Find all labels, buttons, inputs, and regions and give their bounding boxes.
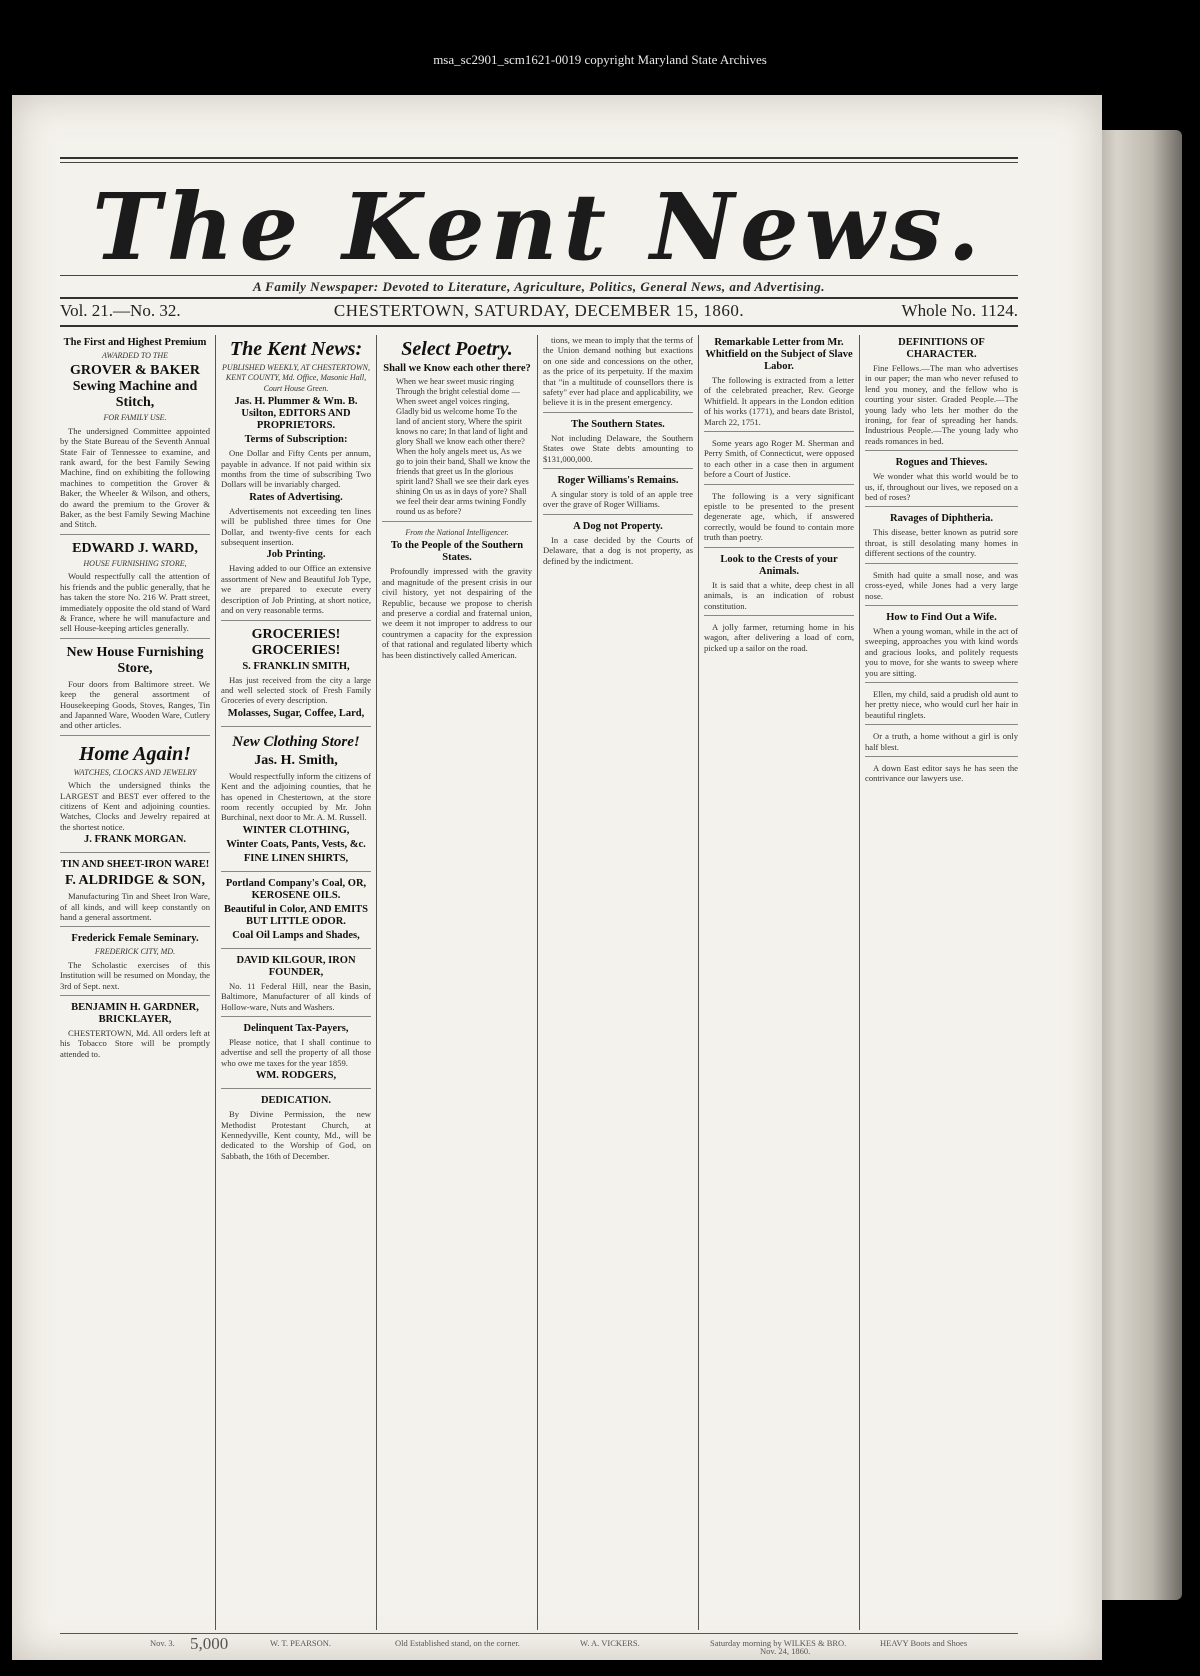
rogues-item xyxy=(865,457,1018,507)
rates-body: Advertisements not exceeding ten lines will be published three times for One Dollar, and twenty-five cents for each subsequent insertion. xyxy=(221,505,371,548)
address-article xyxy=(382,528,532,664)
ad-name: F. ALDRIDGE & SON, xyxy=(65,873,205,889)
ad-title: New Clothing Store! xyxy=(232,733,360,750)
ad-subheading: FREDERICK CITY, MD. xyxy=(94,947,176,957)
tagline: A Family Newspaper: Devoted to Literature, Agriculture, Politics, General News, and Advertising. xyxy=(252,279,826,294)
item-body: When a young woman, while in the act of sweeping, approaches you with kind words and gracious looks, and politely requests you to move, for she wants to sweep where you are sitting. xyxy=(865,625,1018,678)
ad-title: DAVID KILGOUR, IRON FOUNDER, xyxy=(236,954,356,978)
ad-line: Winter Coats, Pants, Vests, &c. xyxy=(226,838,366,850)
ad-title: TIN AND SHEET-IRON WARE! xyxy=(60,859,210,871)
tinware-ad xyxy=(60,859,210,927)
article-body: Profoundly impressed with the gravity and magnitude of the present crisis in our civil history, yet not despairing of the Republic, because we propose to cherish and preserve a cordial and fraternal union, we deem it not improper to address to our countrymen a capacity for the expression of that rational and regulated liberty which has been distinctively called American. xyxy=(382,566,532,660)
ad-subheading: WATCHES, CLOCKS AND JEWELRY xyxy=(73,767,197,777)
top-rule xyxy=(60,157,1018,159)
column-4 xyxy=(543,335,693,1630)
column-divider xyxy=(698,335,699,1630)
ad-body: Would respectfully call the attention of his friends and the public generally, that he has taken the store No. 216 W. Pratt street, immediately opposite the old stand of Ward & France, where he will manufacture and sell House-keeping articles generally. xyxy=(60,571,210,634)
columns xyxy=(60,335,1018,1630)
ad-body: The Scholastic exercises of this Institution will be resumed on Monday, the 3rd of Sept. next. xyxy=(60,959,210,991)
item-heading: Roger Williams's Remains. xyxy=(557,475,679,487)
southern-debt-item xyxy=(543,419,693,469)
rates-heading: Rates of Advertising. xyxy=(249,491,343,503)
item-body: A jolly farmer, returning home in his wagon, after delivering a load of corn, picked up a sailor on the road. xyxy=(704,621,854,653)
ad-title: Home Again! xyxy=(78,742,192,765)
founder-ad xyxy=(221,955,371,1017)
article-heading: Remarkable Letter from Mr. Whitfield on the Subject of Slave Labor. xyxy=(705,337,853,372)
whitfield-letter xyxy=(704,337,854,432)
dateline: CHESTERTOWN, SATURDAY, DECEMBER 15, 1860. xyxy=(333,301,745,320)
job-heading: Job Printing. xyxy=(266,549,326,561)
job-body: Having added to our Office an extensive assortment of New and Beautiful Job Type, we are prepared to execute every description of Job Printing, at short notice, and on very reasonable terms. xyxy=(221,563,371,616)
bottom-text: Old Established stand, on the corner. xyxy=(395,1638,520,1648)
ad-body: Four doors from Baltimore street. We keep the general assortment of Housekeeping Goods, Stoves, Ranges, Tin and Japanned Ware, Wooden Ware, Cutlery and other articles. xyxy=(60,678,210,731)
section-title: Select Poetry. xyxy=(401,338,513,360)
ad-body: No. 11 Federal Hill, near the Basin, Baltimore, Manufacturer of all kinds of Hollow-ware, Nuts and Washers. xyxy=(221,980,371,1012)
house-furnishing-ad xyxy=(60,645,210,736)
ad-title: Portland Company's Coal, OR, KEROSENE OILS. xyxy=(225,877,367,901)
sherman-item xyxy=(704,438,854,485)
address-continued xyxy=(543,335,693,413)
diphtheria-item xyxy=(865,513,1018,563)
ad-subheading: HOUSE FURNISHING STORE, xyxy=(83,558,187,568)
ad-body: Manufacturing Tin and Sheet Iron Ware, of all kinds, and will keep constantly on hand a general assortment. xyxy=(60,891,210,922)
item-body: In a case decided by the Courts of Delaware, that a dog is not property, as defined by the indictment. xyxy=(543,534,693,566)
dateline-rule-top xyxy=(60,297,1018,299)
masthead xyxy=(60,167,1018,287)
terms-heading: Terms of Subscription: xyxy=(244,434,348,446)
poem-body: When we hear sweet music ringing Through the bright celestial dome — When sweet angel voices ringing, Gladly bid us welcome home To the land of ancient story, Where the spirit knows no care; In that land of light and glory Shall we know each other there? When the holy angels meet us, As we go to join their band, Shall we know the friends that greet us In the glorious spirit land? Shall we see their dark eyes shining On us as in days of yore? Shall we feel their dear arms twining Fondly round us as before? xyxy=(396,377,531,516)
item-body: Not including Delaware, the Southern States owe State debts amounting to $131,000,000. xyxy=(543,432,693,464)
bottom-text: HEAVY Boots and Shoes xyxy=(880,1638,968,1648)
paper-title: The Kent News: xyxy=(229,338,363,360)
ad-title: GROVER & BAKER Sewing Machine and Stitch, xyxy=(70,363,200,411)
grover-baker-ad xyxy=(60,337,210,535)
poetry-section xyxy=(382,337,532,522)
ad-title: Frederick Female Seminary. xyxy=(71,933,199,945)
ad-subheading: AWARDED TO THE xyxy=(101,351,169,360)
item-heading: The Southern States. xyxy=(571,418,665,430)
ad-line: Coal Oil Lamps and Shades, xyxy=(232,929,360,941)
archive-caption: msa_sc2901_scm1621-0019 copyright Maryland State Archives xyxy=(433,52,767,67)
bottom-strip xyxy=(60,1633,1018,1656)
ellen-item xyxy=(865,689,1018,725)
ad-line: Beautiful in Color, AND EMITS BUT LITTLE ODOR. xyxy=(223,903,368,927)
ad-body: Has just received from the city a large and well selected stock of Fresh Family Groceries of every description. xyxy=(221,674,371,706)
publishers: Jas. H. Plummer & Wm. B. Usilton, EDITORS AND PROPRIETORS. xyxy=(234,396,358,432)
ad-body: By Divine Permission, the new Methodist Protestant Church, at Kennedyville, Kent county, Md., will be dedicated to the Worship of God, on Sabbath, the 16th of December. xyxy=(221,1109,371,1161)
bottom-text: Nov. 24, 1860. xyxy=(760,1646,811,1656)
column-2 xyxy=(221,335,371,1630)
bottom-text: Saturday morning by WILKES & BRO. xyxy=(710,1638,847,1648)
column-6 xyxy=(865,335,1018,1630)
bottom-text: W. A. VICKERS. xyxy=(580,1638,640,1648)
home-again-ad xyxy=(60,742,210,853)
tagline-rule xyxy=(60,275,1018,276)
ad-name: S. FRANKLIN SMITH, xyxy=(242,660,350,672)
volume-number: Vol. 21.—No. 32. xyxy=(60,301,181,320)
masthead-title: The Kent News. xyxy=(92,173,986,281)
ad-title: Delinquent Tax-Payers, xyxy=(243,1022,349,1034)
article-body: The following is extracted from a letter of the celebrated preacher, Rev. George Whitfield. It appears in the London edition of his works (1771), and bears date Bristol, March 22, 1751. xyxy=(704,375,854,427)
item-body: A singular story is told of an apple tree over the grave of Roger Williams. xyxy=(543,489,693,510)
column-5 xyxy=(704,335,854,1630)
yankee-item xyxy=(865,763,1018,788)
item-body: Fine Fellows.—The man who advertises in our paper; the man who never refused to lend you money, and the fellow who is courting your sister. Graded People.—The young lady who lets her mother do the ironing, for fear of spreading her hands. Industrious People.—The young lady who reads romances in bed. xyxy=(865,363,1018,446)
ad-title: EDWARD J. WARD, xyxy=(72,540,198,556)
item-heading: DEFINITIONS OF CHARACTER. xyxy=(898,337,985,360)
terms-body: One Dollar and Fifty Cents per annum, payable in advance. If not paid within six months from the time of subscribing Two Dollars will be invariably charged. xyxy=(221,448,371,490)
item-body: Ellen, my child, said a prudish old aunt to her pretty niece, who would curl her hair in beautiful ringlets. xyxy=(865,688,1018,720)
ad-signature: WM. RODGERS, xyxy=(255,1070,337,1082)
item-body: Smith had quite a small nose, and was cross-eyed, while Jones had a very large nose. xyxy=(865,569,1018,601)
item-body: Some years ago Roger M. Sherman and Perry Smith, of Connecticut, were opposed to each other in a case then in argument before a Court of Justice. xyxy=(704,438,854,480)
williams-item xyxy=(543,475,693,515)
bricklayer-ad xyxy=(60,1002,210,1063)
bottom-text: Nov. 3. xyxy=(150,1638,175,1648)
truth-item xyxy=(865,731,1018,757)
article-body: tions, we mean to imply that the terms of the Union demand nothing but exactions on one side and concessions on the other, as the price of its perpetuity. If the maxim that "in a multitude of counsellors there is safety" ever had place and applicability, we believe it is in the present emergency. xyxy=(543,335,693,408)
item-heading: Ravages of Diphtheria. xyxy=(890,513,993,525)
bottom-text: 5,000 xyxy=(190,1634,229,1653)
oil-ad xyxy=(221,878,371,949)
definitions-item xyxy=(865,337,1018,451)
ad-body: Which the undersigned thinks the LARGEST and BEST ever offered to the citizens of Kent and adjoining counties. Watches, Clocks and Jewelry repaired at the shortest notice. xyxy=(60,780,210,832)
published-line: PUBLISHED WEEKLY, AT CHESTERTOWN, KENT COUNTY, Md. Office, Masonic Hall, Court House Green. xyxy=(222,363,370,393)
item-heading: Rogues and Thieves. xyxy=(895,457,988,469)
item-heading: Look to the Crests of your Animals. xyxy=(720,553,838,577)
item-body: The following is a very significant epistle to be presented to the present degenerate age, which, if answered correctly, would be found to contain more truth than poetry. xyxy=(704,490,854,543)
smith-item xyxy=(865,570,1018,606)
ad-title: New House Furnishing Store, xyxy=(66,644,204,676)
column-divider xyxy=(537,335,538,1630)
publisher-box xyxy=(221,337,371,621)
article-heading: To the People of the Southern States. xyxy=(390,540,524,564)
ad-line: FINE LINEN SHIRTS, xyxy=(243,852,349,864)
poem-title: Shall we Know each other there? xyxy=(383,363,531,374)
item-body: It is said that a white, deep chest in all animals, is an indication of robust constitution. xyxy=(704,579,854,611)
article-source: From the National Intelligencer. xyxy=(405,528,509,537)
newspaper-page xyxy=(12,95,1102,1660)
column-divider xyxy=(215,335,216,1630)
dateline-rule-bottom xyxy=(60,325,1018,327)
dog-item xyxy=(543,521,693,570)
bottom-text: W. T. PEARSON. xyxy=(270,1638,332,1648)
ad-body: CHESTERTOWN, Md. All orders left at his Tobacco Store will be promptly attended to. xyxy=(60,1028,210,1059)
item-body: Or a truth, a home without a girl is only half blest. xyxy=(865,731,1018,752)
farmer-item xyxy=(704,622,854,657)
column-1 xyxy=(60,335,210,1630)
wife-item xyxy=(865,612,1018,683)
ad-body: Would respectfully inform the citizens of Kent and the adjoining counties, that he has opened in Chestertown, at the store room recently occupied by Mr. John Burchinal, next door to Mr. A. M. Russell. xyxy=(221,770,371,823)
item-heading: A Dog not Property. xyxy=(573,520,663,532)
ad-title: GROCERIES! GROCERIES! xyxy=(251,626,341,658)
heart-item xyxy=(704,491,854,548)
ad-line: Molasses, Sugar, Coffee, Lard, xyxy=(227,707,365,719)
item-body: We wonder what this world would be to us, if, throughout our lives, we reposed on a bed of roses? xyxy=(865,471,1018,503)
groceries-ad xyxy=(221,627,371,727)
ward-ad xyxy=(60,541,210,639)
ad-body: The undersigned Committee appointed by the State Bureau of the Seventh Annual State Fair of Tennessee to examine, and rank award, for the best Family Sewing Machine, find on exhibiting the following machines to competition the Grover & Baker, the Wheeler & Wilson, and others, do award the premium to the Grover & Baker, as the best Family Sewing Machine and Stitch. xyxy=(60,425,210,530)
column-divider xyxy=(859,335,860,1630)
seminary-ad xyxy=(60,933,210,996)
item-body: A down East editor says he has seen the contrivance our lawyers use. xyxy=(865,762,1018,784)
ad-heading: The First and Highest Premium xyxy=(63,337,207,348)
dateline-bar xyxy=(60,301,1018,325)
ad-title: DEDICATION. xyxy=(260,1095,332,1107)
whole-number: Whole No. 1124. xyxy=(901,301,1018,320)
column-3 xyxy=(382,335,532,1630)
ad-body: Please notice, that I shall continue to advertise and sell the property of all those who owe me taxes for the year 1859. xyxy=(221,1036,371,1068)
clothing-ad xyxy=(221,733,371,872)
ad-signature: J. FRANK MORGAN. xyxy=(83,834,187,846)
ad-name: Jas. H. Smith, xyxy=(254,752,338,768)
animals-item xyxy=(704,554,854,616)
ad-note: FOR FAMILY USE. xyxy=(103,413,167,423)
item-body: This disease, better known as putrid sore throat, is still desolating many homes in different sections of the country. xyxy=(865,527,1018,559)
tax-ad xyxy=(221,1023,371,1089)
top-rule-thin xyxy=(60,162,1018,163)
column-divider xyxy=(376,335,377,1630)
dedication-ad xyxy=(221,1095,371,1165)
ad-title: BENJAMIN H. GARDNER, BRICKLAYER, xyxy=(71,1002,199,1026)
ad-line: WINTER CLOTHING, xyxy=(242,824,350,836)
item-heading: How to Find Out a Wife. xyxy=(886,611,997,623)
